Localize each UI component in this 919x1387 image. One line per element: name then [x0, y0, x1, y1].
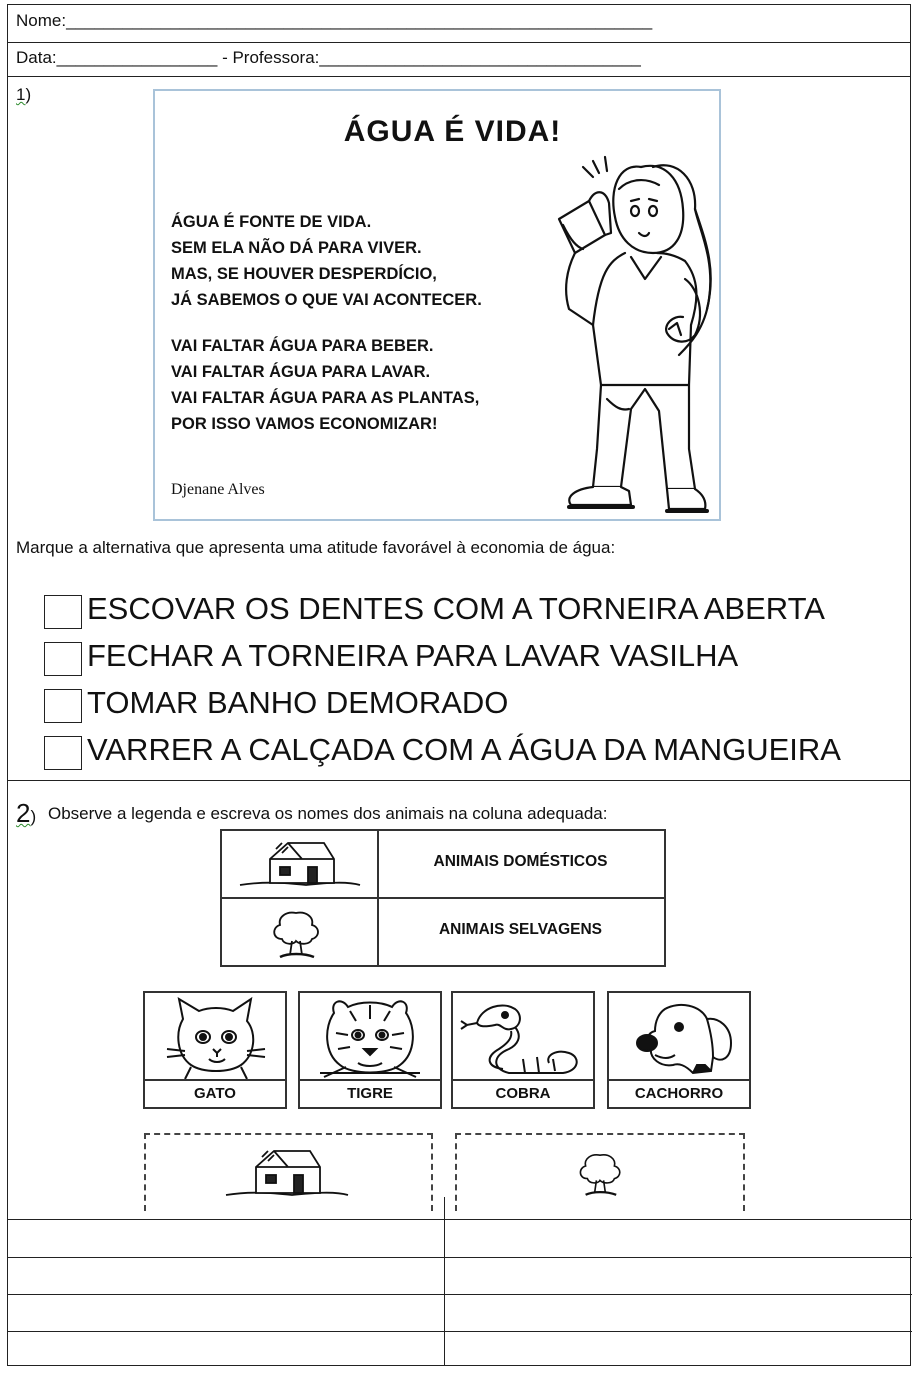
house-icon: [222, 1145, 352, 1201]
option-label: ESCOVAR OS DENTES COM A TORNEIRA ABERTA: [87, 591, 825, 626]
cat-icon: [145, 993, 285, 1081]
checkbox[interactable]: [44, 689, 82, 723]
dog-icon: [609, 993, 749, 1081]
answer-row[interactable]: [8, 1219, 912, 1220]
option-label: VARRER A CALÇADA COM A ÁGUA DA MANGUEIRA: [87, 732, 841, 767]
animal-label: COBRA: [453, 1079, 593, 1107]
question-1-prompt: Marque a alternativa que apresenta uma atitude favorável à economia de água:: [16, 538, 616, 557]
domestic-column-header: [144, 1133, 433, 1211]
option-label: FECHAR A TORNEIRA PARA LAVAR VASILHA: [87, 638, 739, 673]
animal-card-snake: [451, 991, 595, 1109]
divider: [8, 780, 910, 781]
date-teacher-field[interactable]: Data:_________________ - Professora:__________________________________: [16, 48, 641, 67]
poem-line: VAI FALTAR ÁGUA PARA LAVAR.: [171, 363, 431, 381]
worksheet: [7, 4, 911, 1366]
poem-line: SEM ELA NÃO DÁ PARA VIVER.: [171, 239, 422, 257]
answer-row[interactable]: [8, 1294, 912, 1295]
poem-line: VAI FALTAR ÁGUA PARA AS PLANTAS,: [171, 389, 480, 407]
animal-label: TIGRE: [300, 1079, 440, 1107]
question-1-number: 1): [16, 85, 32, 104]
house-icon: [236, 839, 364, 891]
column-divider: [444, 1197, 445, 1365]
poem-author: Djenane Alves: [171, 481, 265, 498]
question-2-number: 2): [16, 798, 37, 828]
tiger-icon: [300, 993, 440, 1081]
poem-text: [171, 209, 482, 437]
girl-drinking-water-illustration: [549, 149, 719, 519]
legend-wild-label: ANIMAIS SELVAGENS: [438, 921, 603, 938]
name-field[interactable]: Nome:______________________________________________________________: [16, 11, 653, 30]
tree-icon: [573, 1147, 627, 1203]
animal-card-tiger: [298, 991, 442, 1109]
question-2-prompt: Observe a legenda e escreva os nomes dos animais na coluna adequada:: [48, 804, 608, 823]
checkbox[interactable]: [44, 595, 82, 629]
poem-line: JÁ SABEMOS O QUE VAI ACONTECER.: [171, 291, 482, 309]
poem-box: [153, 89, 721, 521]
animal-card-dog: [607, 991, 751, 1109]
tree-icon: [266, 907, 326, 963]
wild-column-header: [455, 1133, 745, 1211]
legend-domestic-label: ANIMAIS DOMÉSTICOS: [433, 853, 608, 870]
poem-line: POR ISSO VAMOS ECONOMIZAR!: [171, 415, 438, 433]
animal-label: CACHORRO: [609, 1079, 749, 1107]
divider: [8, 76, 910, 77]
poem-line: MAS, SE HOUVER DESPERDÍCIO,: [171, 265, 437, 283]
answer-row[interactable]: [8, 1257, 912, 1258]
checkbox[interactable]: [44, 642, 82, 676]
answer-row[interactable]: [8, 1331, 912, 1332]
legend-table: [220, 829, 666, 967]
poem-line: VAI FALTAR ÁGUA PARA BEBER.: [171, 337, 434, 355]
animal-label: GATO: [145, 1079, 285, 1107]
animal-card-cat: [143, 991, 287, 1109]
checkbox[interactable]: [44, 736, 82, 770]
poem-line: ÁGUA É FONTE DE VIDA.: [171, 213, 372, 231]
snake-icon: [453, 993, 593, 1081]
poem-title: ÁGUA É VIDA!: [343, 115, 562, 148]
divider: [8, 42, 910, 43]
option-label: TOMAR BANHO DEMORADO: [87, 685, 509, 720]
